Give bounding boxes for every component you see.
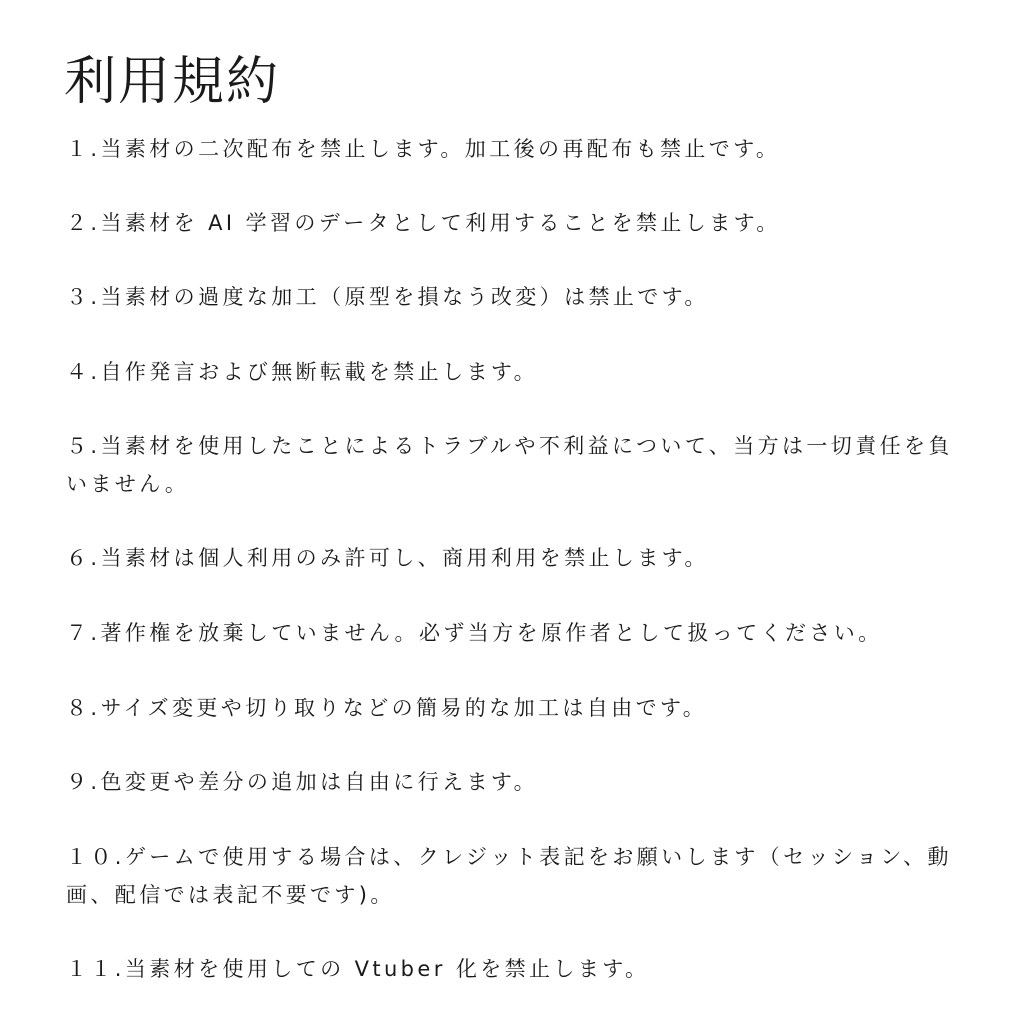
rule-item xyxy=(66,130,966,168)
rule-item xyxy=(66,353,966,391)
rule-item xyxy=(66,763,966,801)
page-title: 利用規約 xyxy=(64,52,281,112)
rule-text: 色変更や差分の追加は自由に行えます。 xyxy=(100,770,539,794)
rule-item xyxy=(66,838,966,914)
rule-text: 当素材を使用しての Vtuber 化を禁止します。 xyxy=(124,957,650,981)
rule-text: 当素材を AI 学習のデータとして利用することを禁止します。 xyxy=(100,211,781,235)
rule-text: 当素材の過度な加工（原型を損なう改変）は禁止です。 xyxy=(100,285,709,309)
rule-number: １１. xyxy=(66,957,125,981)
rule-item xyxy=(66,950,966,988)
rule-item xyxy=(66,427,966,503)
rule-number: ９. xyxy=(66,770,101,794)
rule-number: ７. xyxy=(66,621,101,645)
rule-item xyxy=(66,278,966,316)
rule-text: 自作発言および無断転載を禁止します。 xyxy=(100,360,539,384)
rule-item xyxy=(66,689,966,727)
rule-number: １. xyxy=(66,137,101,161)
rule-text: 当素材は個人利用のみ許可し、商用利用を禁止します。 xyxy=(100,546,709,570)
rule-number: １０. xyxy=(66,845,125,869)
rule-number: ２. xyxy=(66,211,101,235)
rule-item xyxy=(66,204,966,242)
rule-number: ５. xyxy=(66,434,101,458)
rule-number: ３. xyxy=(66,285,101,309)
rule-number: ８. xyxy=(66,696,101,720)
rule-text: 当素材を使用したことによるトラブルや不利益について、当方は一切責任を負いません。 xyxy=(66,434,953,496)
rule-text: 当素材の二次配布を禁止します。加工後の再配布も禁止です。 xyxy=(100,137,781,161)
rule-item xyxy=(66,614,966,652)
rule-text: ゲームで使用する場合は、クレジット表記をお願いします（セッション、動画、配信では表記不要です)。 xyxy=(66,845,952,907)
rule-number: ６. xyxy=(66,546,101,570)
rule-number: ４. xyxy=(66,360,101,384)
rule-text: サイズ変更や切り取りなどの簡易的な加工は自由です。 xyxy=(100,696,708,720)
rule-text: 著作権を放棄していません。必ず当方を原作者として扱ってください。 xyxy=(100,621,883,645)
rule-item xyxy=(66,539,966,577)
